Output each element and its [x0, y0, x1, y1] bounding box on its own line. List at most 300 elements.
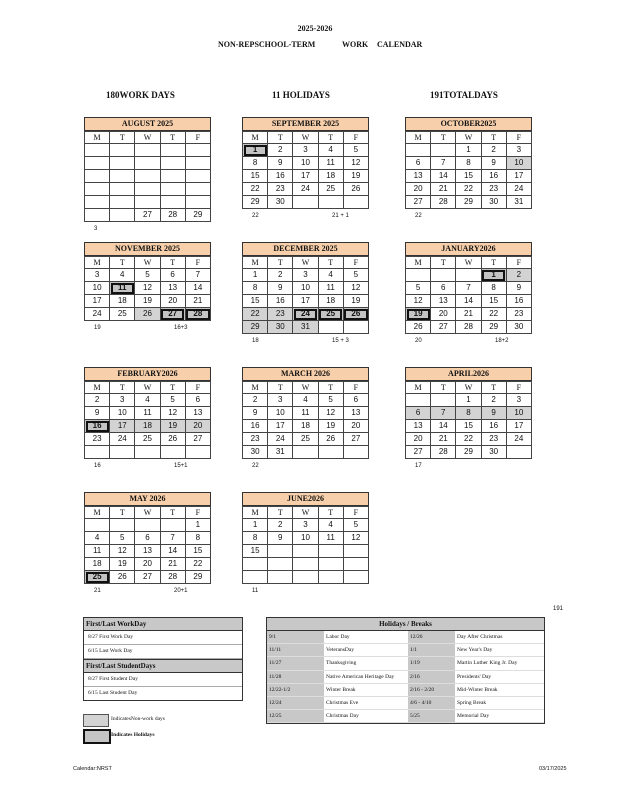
holiday-name: Thanksgiving [326, 660, 357, 667]
day-cell: 25 [293, 433, 318, 446]
day-cell: 4 [318, 519, 343, 532]
day-cell: 29 [456, 446, 481, 459]
day-cell: 11 [318, 282, 343, 295]
day-cell: 1 [456, 394, 481, 407]
day-cell: 25 [318, 183, 343, 196]
day-cell: 2 [481, 394, 506, 407]
day-cell: 24 [110, 433, 135, 446]
day-cell: 21 [160, 558, 185, 571]
day-cell: 20 [185, 420, 210, 433]
day-cell: 28 [160, 571, 185, 584]
day-cell: 23 [268, 308, 293, 321]
work-day-row: 8/27 First Work Day [84, 631, 242, 645]
month-breakdown-count: 15 + 3 [332, 338, 349, 344]
day-cell: 9 [268, 157, 293, 170]
month-breakdown-count: 21 + 1 [332, 213, 349, 219]
day-cell [343, 558, 368, 571]
holiday-legend-label: Indicates Holidays [111, 732, 155, 738]
day-cell: 1 [243, 144, 268, 157]
day-cell: 9 [243, 407, 268, 420]
day-cell: 26 [160, 433, 185, 446]
weekday-header: W [293, 382, 318, 394]
month-workday-count: 16 [94, 463, 101, 469]
day-cell: 10 [85, 282, 110, 295]
month-title: JANUARY2026 [405, 242, 532, 256]
day-cell: 29 [456, 196, 481, 209]
day-cell [110, 183, 135, 196]
day-cell [293, 571, 318, 584]
day-cell: 19 [343, 170, 368, 183]
day-cell: 8 [243, 157, 268, 170]
day-cell [185, 196, 210, 209]
day-cell [110, 209, 135, 222]
day-cell [343, 545, 368, 558]
total-days: 191TOTALDAYS [430, 90, 498, 100]
day-cell: 28 [160, 209, 185, 222]
holiday-name: Labor Day [326, 634, 350, 640]
day-cell: 26 [343, 183, 368, 196]
weekday-header: T [160, 132, 185, 144]
day-cell: 6 [135, 532, 160, 545]
day-cell: 20 [431, 308, 456, 321]
day-cell: 12 [160, 407, 185, 420]
day-cell [85, 183, 110, 196]
day-cell [135, 144, 160, 157]
holiday-date: 12/24 [267, 697, 324, 709]
day-cell: 14 [456, 295, 481, 308]
day-cell: 13 [160, 282, 185, 295]
day-cell [160, 144, 185, 157]
month-grid [405, 256, 532, 334]
day-cell [135, 519, 160, 532]
day-cell [110, 519, 135, 532]
month-grid [242, 131, 369, 209]
day-cell: 16 [506, 295, 531, 308]
day-cell: 20 [406, 433, 431, 446]
day-cell: 10 [506, 157, 531, 170]
day-cell: 24 [506, 183, 531, 196]
day-cell [110, 446, 135, 459]
day-cell [431, 144, 456, 157]
day-cell: 18 [110, 295, 135, 308]
holiday-date: 4/6 - 4/10 [408, 697, 455, 709]
month-grid [242, 381, 369, 459]
month-title: DECEMBER 2025 [242, 242, 369, 256]
day-cell: 30 [506, 321, 531, 334]
weekday-header: M [85, 382, 110, 394]
day-cell: 10 [293, 157, 318, 170]
day-cell [343, 196, 368, 209]
student-day-header: First/Last StudentDays [84, 659, 242, 673]
day-cell: 18 [135, 420, 160, 433]
day-cell [185, 144, 210, 157]
day-cell: 25 [318, 308, 343, 321]
month-grid [405, 381, 532, 459]
student-day-row: 8/27 First Student Day [84, 673, 242, 687]
day-cell: 4 [318, 144, 343, 157]
month-breakdown-count: 16+3 [174, 325, 188, 331]
weekday-header: M [406, 257, 431, 269]
day-cell: 13 [406, 420, 431, 433]
holiday-name: Christmas Day [326, 713, 359, 720]
month-title: FEBRUARY2026 [84, 367, 211, 381]
day-cell: 14 [431, 420, 456, 433]
day-cell: 21 [431, 183, 456, 196]
day-cell: 18 [293, 420, 318, 433]
day-cell [318, 571, 343, 584]
holiday-date: 12/25 [267, 710, 324, 722]
day-cell: 12 [343, 157, 368, 170]
day-cell: 3 [85, 269, 110, 282]
day-cell: 8 [243, 282, 268, 295]
day-cell [406, 269, 431, 282]
month-calendar [405, 117, 532, 209]
day-cell: 30 [268, 321, 293, 334]
month-workday-count: 22 [252, 463, 259, 469]
day-cell: 26 [343, 308, 368, 321]
day-cell: 28 [431, 446, 456, 459]
weekday-header: F [185, 382, 210, 394]
weekday-header: M [406, 132, 431, 144]
day-cell: 17 [268, 420, 293, 433]
holiday-name: VeteransDay [326, 647, 355, 654]
holiday-name: Spring Break [457, 699, 487, 706]
day-cell [160, 519, 185, 532]
grand-total: 191 [553, 606, 564, 612]
weekday-header: T [481, 257, 506, 269]
day-cell: 31 [293, 321, 318, 334]
day-cell: 24 [293, 308, 318, 321]
weekday-header: W [293, 132, 318, 144]
day-cell: 10 [293, 532, 318, 545]
day-cell: 1 [185, 519, 210, 532]
day-cell: 25 [85, 571, 110, 584]
holiday-date: 2/16 - 2/20 [408, 684, 455, 696]
day-cell: 26 [110, 571, 135, 584]
month-workday-count: 19 [94, 325, 101, 331]
weekday-header: T [110, 382, 135, 394]
holiday-date: 1/19 [408, 657, 455, 669]
day-cell: 2 [268, 269, 293, 282]
month-grid [242, 256, 369, 334]
month-calendar [242, 492, 369, 584]
day-cell: 4 [293, 394, 318, 407]
day-cell: 10 [506, 407, 531, 420]
day-cell [406, 394, 431, 407]
day-cell: 24 [293, 183, 318, 196]
day-cell: 1 [243, 269, 268, 282]
day-cell: 17 [293, 170, 318, 183]
holiday-date: 12/22-1/2 [267, 684, 324, 696]
day-cell [318, 545, 343, 558]
day-cell: 10 [268, 407, 293, 420]
weekday-header: T [318, 382, 343, 394]
month-workday-count: 18 [252, 338, 259, 344]
weekday-header: F [185, 507, 210, 519]
day-cell: 2 [506, 269, 531, 282]
month-breakdown-count: 20+1 [174, 588, 188, 594]
weekday-header: T [318, 257, 343, 269]
day-cell: 3 [268, 394, 293, 407]
day-cell [343, 446, 368, 459]
day-cell [85, 446, 110, 459]
weekday-header: M [85, 507, 110, 519]
day-cell: 4 [135, 394, 160, 407]
day-cell: 4 [110, 269, 135, 282]
day-cell: 28 [185, 308, 210, 321]
calendar-title-right: CALENDAR [377, 40, 423, 49]
weekday-header: T [431, 132, 456, 144]
holidays-breaks-header: Holidays / Breaks [267, 618, 544, 631]
day-cell: 31 [268, 446, 293, 459]
day-cell: 13 [185, 407, 210, 420]
day-cell: 7 [431, 157, 456, 170]
day-cell [160, 196, 185, 209]
work-day-row: 6/15 Last Work Day [84, 645, 242, 659]
holiday-date: 12/26 [408, 631, 455, 643]
holiday-row [267, 657, 544, 670]
day-cell: 15 [243, 170, 268, 183]
day-cell: 11 [293, 407, 318, 420]
day-cell: 31 [506, 196, 531, 209]
month-calendar [84, 242, 211, 321]
day-cell: 16 [243, 420, 268, 433]
day-cell: 22 [243, 183, 268, 196]
day-cell: 2 [243, 394, 268, 407]
day-cell [85, 519, 110, 532]
weekday-header: W [135, 257, 160, 269]
weekday-header: T [268, 382, 293, 394]
day-cell: 7 [456, 282, 481, 295]
month-calendar [405, 367, 532, 459]
footer-calendar-code: Calendar:NRST [73, 766, 112, 772]
nonwork-legend-swatch [83, 714, 109, 727]
day-cell: 25 [135, 433, 160, 446]
day-cell: 4 [85, 532, 110, 545]
day-cell [160, 183, 185, 196]
day-cell: 8 [185, 532, 210, 545]
day-cell: 26 [406, 321, 431, 334]
month-title: APRIL2026 [405, 367, 532, 381]
day-cell: 20 [343, 420, 368, 433]
day-cell: 1 [243, 519, 268, 532]
day-cell: 16 [481, 420, 506, 433]
day-cell: 5 [318, 394, 343, 407]
day-cell: 14 [431, 170, 456, 183]
day-cell: 10 [110, 407, 135, 420]
weekday-header: T [318, 132, 343, 144]
day-cell: 23 [481, 433, 506, 446]
day-cell: 18 [318, 295, 343, 308]
calendar-title-mid: WORK [342, 40, 369, 49]
weekday-header: M [85, 132, 110, 144]
day-cell: 6 [406, 157, 431, 170]
month-title: MARCH 2026 [242, 367, 369, 381]
day-cell: 9 [506, 282, 531, 295]
day-cell: 20 [160, 295, 185, 308]
weekday-header: T [431, 257, 456, 269]
weekday-header: W [135, 382, 160, 394]
holidays-breaks-table [266, 617, 545, 724]
day-cell: 11 [318, 532, 343, 545]
day-cell: 7 [431, 407, 456, 420]
day-cell: 9 [85, 407, 110, 420]
day-cell: 27 [406, 446, 431, 459]
day-cell: 3 [506, 144, 531, 157]
day-cell: 13 [431, 295, 456, 308]
weekday-header: W [456, 257, 481, 269]
day-cell: 19 [160, 420, 185, 433]
month-workday-count: 17 [415, 463, 422, 469]
holiday-name: Day After Christmas [457, 634, 503, 640]
weekday-header: M [243, 132, 268, 144]
holiday-name: Martin Luther King Jr. Day [457, 660, 518, 667]
day-cell: 12 [406, 295, 431, 308]
day-cell: 26 [318, 433, 343, 446]
day-cell: 18 [85, 558, 110, 571]
day-cell: 9 [481, 157, 506, 170]
day-cell [268, 545, 293, 558]
day-cell: 21 [456, 308, 481, 321]
month-workday-count: 22 [415, 213, 422, 219]
weekday-header: F [506, 132, 531, 144]
day-cell: 6 [406, 407, 431, 420]
day-cell: 17 [506, 170, 531, 183]
day-cell: 6 [185, 394, 210, 407]
day-cell: 5 [406, 282, 431, 295]
day-cell: 27 [343, 433, 368, 446]
day-cell: 2 [268, 519, 293, 532]
month-grid [84, 131, 211, 222]
day-cell: 27 [160, 308, 185, 321]
day-cell: 11 [110, 282, 135, 295]
day-cell [406, 144, 431, 157]
day-cell [135, 446, 160, 459]
day-cell [185, 446, 210, 459]
day-cell: 21 [431, 433, 456, 446]
day-cell [135, 196, 160, 209]
day-cell: 30 [243, 446, 268, 459]
month-workday-count: 11 [252, 588, 259, 594]
day-cell: 13 [135, 545, 160, 558]
holiday-legend-swatch [83, 729, 111, 744]
month-grid [405, 131, 532, 209]
day-cell: 4 [318, 269, 343, 282]
day-cell: 8 [456, 157, 481, 170]
day-cell [110, 144, 135, 157]
day-cell: 2 [481, 144, 506, 157]
weekday-header: T [318, 507, 343, 519]
day-cell: 20 [135, 558, 160, 571]
day-cell: 16 [268, 295, 293, 308]
day-cell: 5 [343, 144, 368, 157]
day-cell: 1 [481, 269, 506, 282]
student-day-row: 6/15 Last Student Day [88, 690, 138, 696]
day-cell: 19 [318, 420, 343, 433]
weekday-header: T [110, 132, 135, 144]
month-title: JUNE2026 [242, 492, 369, 506]
weekday-header: F [185, 257, 210, 269]
day-cell: 27 [431, 321, 456, 334]
day-cell: 24 [506, 433, 531, 446]
day-cell: 29 [185, 209, 210, 222]
weekday-header: T [268, 507, 293, 519]
holidays-breaks-rows [267, 631, 544, 723]
day-cell [293, 196, 318, 209]
holiday-date: 11/11 [267, 644, 324, 656]
day-cell: 5 [160, 394, 185, 407]
day-cell [85, 144, 110, 157]
day-cell: 11 [135, 407, 160, 420]
day-cell: 22 [481, 308, 506, 321]
month-workday-count: 3 [94, 226, 98, 232]
weekday-header: W [293, 257, 318, 269]
month-calendar [405, 242, 532, 334]
day-cell: 29 [243, 321, 268, 334]
month-breakdown-count: 15+1 [174, 463, 188, 469]
day-cell: 7 [185, 269, 210, 282]
day-cell: 30 [481, 196, 506, 209]
day-cell [293, 558, 318, 571]
day-cell: 23 [85, 433, 110, 446]
day-cell [268, 558, 293, 571]
day-cell [506, 446, 531, 459]
day-cell [135, 183, 160, 196]
weekday-header: F [343, 257, 368, 269]
day-cell: 25 [110, 308, 135, 321]
day-cell: 15 [185, 545, 210, 558]
holiday-row [267, 710, 544, 723]
day-cell: 6 [160, 269, 185, 282]
day-cell: 3 [293, 269, 318, 282]
day-cell: 12 [343, 282, 368, 295]
weekday-header: W [293, 507, 318, 519]
month-breakdown-count: 18+2 [495, 338, 509, 344]
day-cell: 29 [185, 571, 210, 584]
holiday-name: Presidents' Day [457, 673, 492, 680]
month-grid [242, 506, 369, 584]
day-cell: 16 [85, 420, 110, 433]
weekday-header: T [268, 132, 293, 144]
day-cell: 12 [318, 407, 343, 420]
footer-date: 03/17/2025 [539, 766, 567, 772]
day-cell: 9 [268, 282, 293, 295]
calendar-title-left: NON-REPSCHOOL-TERM [218, 40, 316, 49]
day-cell: 23 [243, 433, 268, 446]
day-cell [135, 170, 160, 183]
day-cell [85, 170, 110, 183]
weekday-header: W [456, 132, 481, 144]
weekday-header: T [268, 257, 293, 269]
day-cell: 15 [243, 295, 268, 308]
day-cell: 1 [456, 144, 481, 157]
day-cell: 12 [343, 532, 368, 545]
day-cell: 15 [456, 170, 481, 183]
day-cell: 30 [481, 446, 506, 459]
day-cell [293, 446, 318, 459]
day-cell: 5 [135, 269, 160, 282]
holiday-name: Christmas Eve [326, 699, 359, 706]
weekday-header: F [343, 132, 368, 144]
month-title: SEPTEMBER 2025 [242, 117, 369, 131]
holiday-name: Native American Heritage Day [326, 673, 395, 680]
day-cell: 27 [135, 209, 160, 222]
weekday-header: W [456, 382, 481, 394]
holiday-name: Winter Break [326, 686, 356, 693]
holiday-date: 11/27 [267, 657, 324, 669]
holiday-date: 2/16 [408, 671, 455, 683]
holiday-row [267, 631, 544, 644]
